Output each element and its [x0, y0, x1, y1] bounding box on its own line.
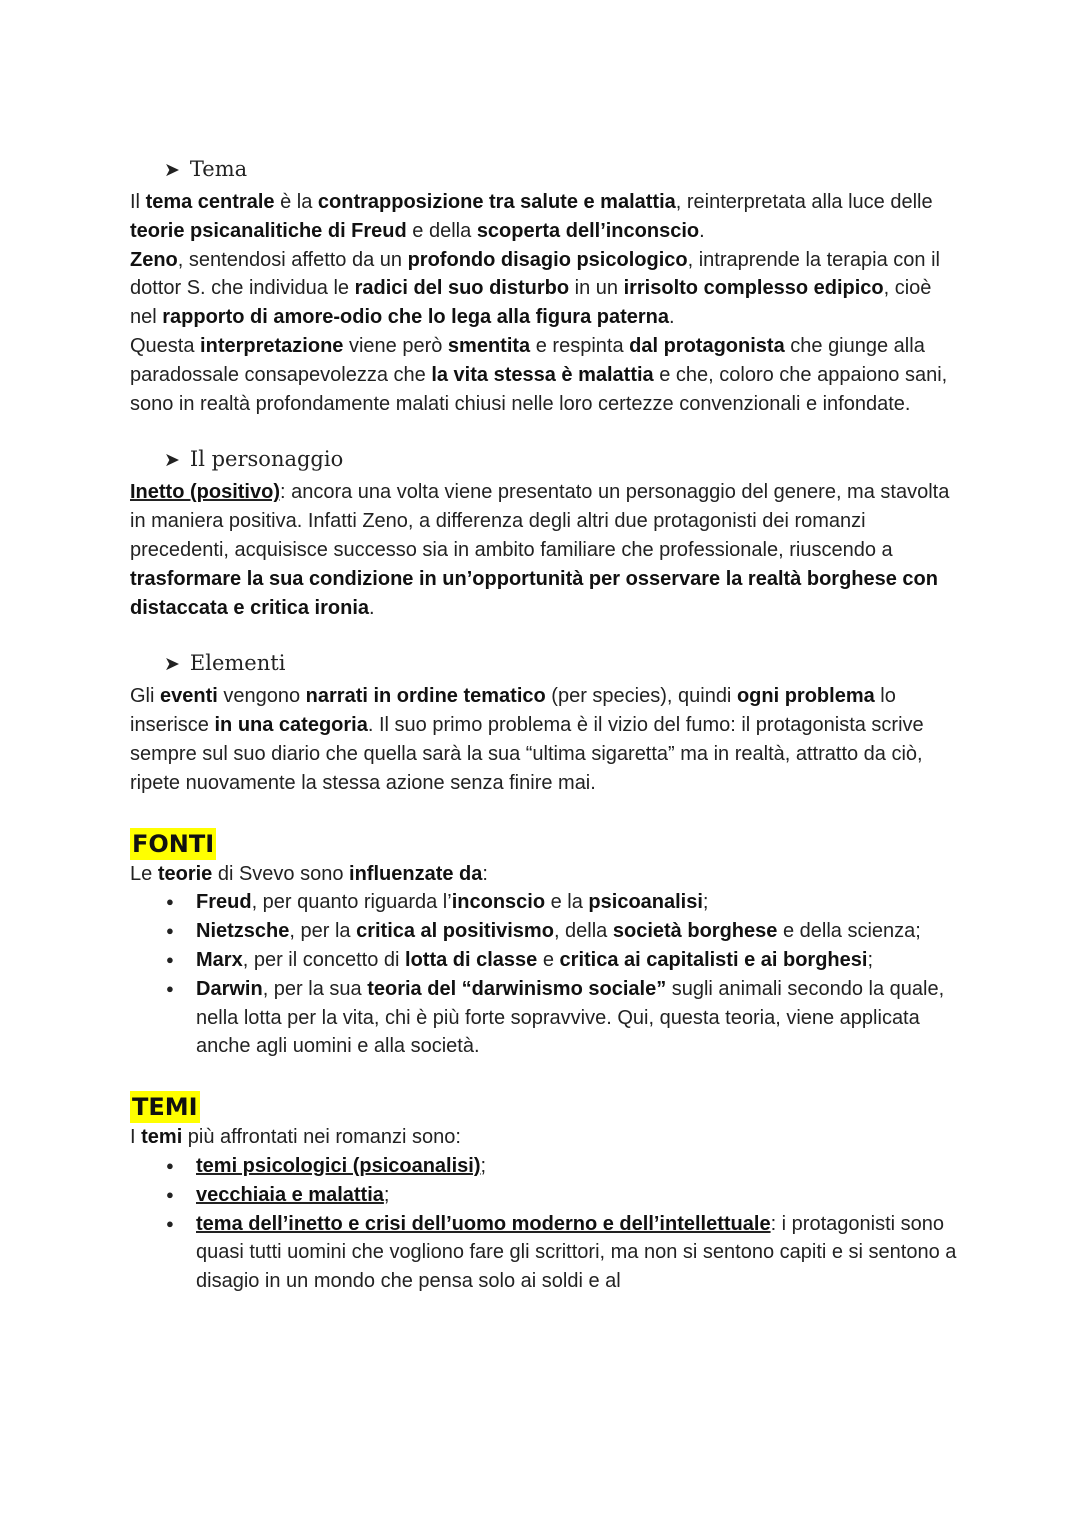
paragraph: [130, 188, 960, 246]
text-run: , per il concetto di: [242, 948, 406, 971]
bold-text: radici del suo disturbo: [354, 277, 570, 300]
text-run: (per species), quindi: [545, 685, 737, 708]
list-item: [196, 975, 960, 1061]
text-run: , della: [553, 920, 613, 943]
bold-text: lotta di classe: [405, 948, 538, 971]
subheading-tema: ➤ Tema: [164, 150, 960, 188]
text-run: in un: [569, 277, 624, 300]
bold-text: scoperta dell’inconscio: [476, 219, 700, 242]
bold-text: tema dell’inetto e crisi dell’uomo moderno e dell’intellettuale: [196, 1212, 771, 1235]
text-run: ;: [383, 1183, 390, 1206]
bold-text: Freud: [196, 891, 252, 914]
subheading-elementi: ➤ Elementi: [164, 644, 960, 682]
text-run: . Il suo primo problema è il vizio del fumo: il protagonista scrive sempre sul suo diario che quella sarà la sua “ultima sigaretta” ma in realtà, attratto da ciò, ripete nuovamente la stessa azione senza finire mai.: [130, 714, 924, 794]
text-run: .: [369, 596, 375, 619]
text-run: .: [669, 306, 675, 329]
temi-list: [130, 1152, 960, 1296]
text-run: Le: [130, 862, 158, 885]
bold-text: profondo disagio psicologico: [407, 248, 688, 271]
text-run: Questa: [130, 334, 201, 357]
subheading-personaggio: ➤ Il personaggio: [164, 440, 960, 478]
arrow-bullet-icon: ➤: [164, 653, 180, 676]
list-item: [196, 917, 960, 946]
bold-text: teorie psicanalitiche di Freud: [130, 219, 407, 242]
text-run: lo inserisce: [130, 685, 896, 737]
text-run: , per quanto riguarda l’: [251, 891, 452, 914]
text-run: , intraprende la terapia con il dottor S. che individua le: [130, 248, 940, 300]
text-run: e la: [545, 891, 589, 914]
bold-text: teoria del “darwinismo sociale”: [367, 977, 667, 1000]
text-run: : ancora una volta viene presentato un personaggio del genere, ma stavolta in maniera positiva. Infatti Zeno, a differenza degli altri due protagonisti dei romanzi precedenti, acquisisce successo sia in ambito familiare che professionale, riuscendo a: [130, 481, 950, 561]
text-run: .: [699, 219, 705, 242]
text-run: :: [482, 862, 488, 885]
bold-text: Marx: [196, 948, 243, 971]
text-run: , cioè nel: [130, 277, 932, 329]
paragraph: [130, 1123, 960, 1152]
bold-text: Nietzsche: [196, 920, 290, 943]
list-item: [196, 946, 960, 975]
paragraph: [130, 332, 960, 418]
bold-text: la vita stessa è malattia: [431, 363, 654, 386]
bold-text: temi: [141, 1126, 183, 1149]
text-run: , per la sua: [262, 977, 368, 1000]
text-run: ;: [702, 891, 709, 914]
bold-text: in una categoria: [214, 714, 368, 737]
bold-text: vecchiaia e malattia: [196, 1183, 384, 1206]
text-run: , sentendosi affetto da un: [177, 248, 408, 271]
text-run: e della: [406, 219, 477, 242]
bold-text: influenzate da: [349, 862, 483, 885]
bold-text: società borghese: [612, 920, 778, 943]
text-run: ;: [867, 948, 874, 971]
bold-text: ogni problema: [736, 685, 875, 708]
bold-text: contrapposizione tra salute e malattia: [317, 191, 676, 213]
bold-text: dal protagonista: [629, 334, 785, 357]
text-run: che giunge alla paradossale consapevolezza che: [130, 334, 925, 386]
bold-text: Zeno: [130, 248, 178, 271]
bold-text: inconscio: [451, 891, 546, 914]
bold-text: psicoanalisi: [588, 891, 703, 914]
list-item: [196, 888, 960, 917]
paragraph: [130, 860, 960, 889]
bold-text: tema centrale: [145, 191, 275, 213]
text-run: e della scienza;: [777, 920, 921, 943]
bold-text: teorie: [157, 862, 213, 885]
bold-text: critica al positivismo: [356, 920, 554, 943]
paragraph: [130, 478, 960, 622]
text-run: , reinterpretata alla luce delle: [675, 191, 933, 213]
text-run: , per la: [289, 920, 357, 943]
arrow-bullet-icon: ➤: [164, 449, 180, 472]
list-item: [196, 1152, 960, 1181]
list-item: [196, 1210, 960, 1296]
bold-text: irrisolto complesso edipico: [623, 277, 884, 300]
fonti-list: [130, 888, 960, 1061]
text-run: : i protagonisti sono quasi tutti uomini che vogliono fare gli scrittori, ma non si sentono capiti e si sentono a disagio in un mondo che pensa solo ai soldi e al: [196, 1212, 957, 1293]
text-run: di Svevo sono: [212, 862, 350, 885]
text-run: Gli: [130, 685, 160, 708]
text-run: è la: [274, 191, 318, 213]
text-run: più affrontati nei romanzi sono:: [182, 1126, 461, 1149]
bold-text: rapporto di amore-odio che lo lega alla figura paterna: [162, 306, 670, 329]
arrow-bullet-icon: ➤: [164, 159, 180, 181]
bold-text: Inetto (positivo): [130, 481, 280, 504]
text-run: e: [537, 948, 560, 971]
bold-text: narrati in ordine tematico: [305, 685, 546, 708]
paragraph: [130, 682, 960, 797]
text-run: e respinta: [530, 334, 630, 357]
document-page: [130, 150, 960, 1296]
text-run: ;: [480, 1154, 487, 1177]
text-run: I: [130, 1126, 142, 1149]
section-title-fonti: FONTI: [132, 829, 215, 858]
text-run: vengono: [217, 685, 306, 708]
bold-text: Darwin: [196, 977, 263, 1000]
bold-text: critica ai capitalisti e ai borghesi: [559, 948, 868, 971]
bold-text: smentita: [447, 334, 531, 357]
bold-text: eventi: [160, 685, 218, 708]
text-run: e che, coloro che appaiono sani, sono in realtà profondamente malati chiusi nelle loro certezze convenzionali e infondate.: [130, 363, 948, 415]
section-title-temi: TEMI: [132, 1093, 198, 1122]
list-item: [196, 1181, 960, 1210]
bold-text: interpretazione: [200, 334, 344, 357]
bold-text: trasformare la sua condizione in un’opportunità per osservare la realtà borghese con distaccata e critica ironia: [130, 567, 938, 619]
text-run: Il: [130, 191, 146, 213]
text-run: sugli animali secondo la quale, nella lotta per la vita, chi è più forte sopravvive. Qui, questa teoria, viene applicata anche agli uomini e alla società.: [196, 977, 945, 1058]
paragraph: [130, 246, 960, 332]
text-run: viene però: [343, 334, 448, 357]
bold-text: temi psicologici (psicoanalisi): [196, 1154, 481, 1177]
